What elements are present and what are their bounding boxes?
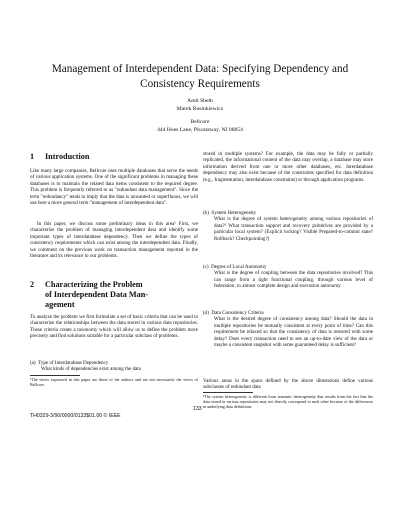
item-c-label: (c) xyxy=(203,264,209,270)
item-c-heading: Degree of Local Autonomy xyxy=(211,264,267,270)
authors xyxy=(0,98,400,113)
footnote-2: ²The system heterogeneity is different from semantic heterogeneity that results from the fact that the data stored in various repositories may not directly correspond to each other because of the differences in underlying data definitions. xyxy=(203,394,373,410)
section-2-paragraph-1: To analyze the problem we first formulate a set of basic criteria that can be used to characterize the relationships between the data stored in various data repositories. These criteria create a taxonomy which will allow us to define the problem more precisely and find solutions suitable for a particular subclass of problems. xyxy=(30,314,198,340)
section-2-item-a xyxy=(30,360,198,373)
affiliation-address: 444 Hoes Lane, Piscataway, NJ 08854 xyxy=(157,126,243,133)
section-2-heading xyxy=(30,280,200,310)
author-1: Amit Sheth xyxy=(187,98,213,104)
footer-copyright: TH0329-3/90/0000/0133$01.00 © IEEE xyxy=(30,413,121,419)
section-2-number: 2 xyxy=(30,280,35,289)
item-d-label: (d) xyxy=(203,310,209,316)
right-paragraph-1: stored in multiple systems? For example, the data may be fully or partially replicated, the informational content of the data may overlap, a database may store information derived from one or more other databases, etc. Interdatabase dependency may also exist because of the constraints specified for data definition (e.g., fragmentation, interdatabase constraints) or through application programs. xyxy=(203,151,373,183)
section-1-paragraph-2: In this paper, we discuss some preliminary ideas in this area¹ First, we characterize the problem of managing interdependent data and identify some important types of interdatabase dependency. Then we define the types of consistency requirements which can exist among the interdependent data. Finally, we comment on the previous work on transaction management reported in the literature and its relevance to our problems. xyxy=(30,221,198,260)
item-b-heading: System Heterogeneity xyxy=(211,210,257,216)
affiliation-org: Bellcore xyxy=(190,119,210,125)
section-2-title-line-1: Characterizing the Problem xyxy=(45,280,143,289)
affiliation xyxy=(0,119,400,134)
right-paragraph-2: Various areas in the space defined by the above dimensions define various subclasses of redundant data xyxy=(203,378,373,391)
item-c xyxy=(203,264,373,290)
section-1-paragraph-1: Like many large companies, Bellcore uses multiple databases that serve the needs of various application systems. One of the significant problems in managing these databases is to maintain the related data items consistent to the required degree. This problem is frequently referred to as "redundant data management". Since the term "redundancy" tends to imply that the data is unwanted or superfluous, we will use here a more general term "management of interdependent data". xyxy=(30,168,198,207)
author-2: Marek Rusinkiewicz xyxy=(176,105,224,112)
item-a-body: What kinds of dependencies exist among the data xyxy=(41,366,141,373)
item-b xyxy=(203,210,373,242)
item-b-body: What is the degree of system heterogeneity among various repositories of data?² What transaction support and recovery primitives are provided by a particular local system? (Explicit locking? Visible Prepared-to-commit state? Rollback? Checkpointing?) xyxy=(214,216,373,242)
item-d-heading: Data Consistency Criteria xyxy=(211,310,264,316)
page-number: 133 xyxy=(193,406,202,412)
section-2-title-line-2: of Interdependent Data Man- xyxy=(45,290,149,299)
footnote-rule-2 xyxy=(203,392,253,393)
item-d-body: What is the desired degree of consistency among data? Should the data in multiple repositories be mutually consistent at every point of time? Can this requirement be relaxed so that the consistency of data is restored with some delay? Does every transaction need to see an up-to-date view of the data or maybe a consistent snapshot with some guaranteed delay is sufficient? xyxy=(214,316,373,349)
footnote-rule xyxy=(30,375,80,376)
item-a-label: (a) xyxy=(30,360,36,366)
title-line-1: Management of Interdependent Data: Specifying Dependency and xyxy=(51,63,349,75)
section-1-heading xyxy=(30,152,89,162)
item-d xyxy=(203,310,373,349)
footnote-1: ¹The views expressed in this paper are those of the authors and are not necessarily the views of Bellcore. xyxy=(30,377,198,388)
item-c-body: What is the degree of coupling between the data repositories involved? This can range from a tight functional coupling, through various level of federation, to almost complete design and execution autonomy. xyxy=(214,270,373,290)
item-a-heading: Type of Interdatabase Dependency xyxy=(38,360,109,366)
title-line-2: Consistency Requirements xyxy=(140,78,260,90)
section-1-title: Introduction xyxy=(45,152,90,161)
item-b-label: (b) xyxy=(203,210,209,216)
section-2-title-line-3: agement xyxy=(45,300,75,309)
paper-title xyxy=(40,62,360,92)
section-1-number: 1 xyxy=(30,152,35,161)
